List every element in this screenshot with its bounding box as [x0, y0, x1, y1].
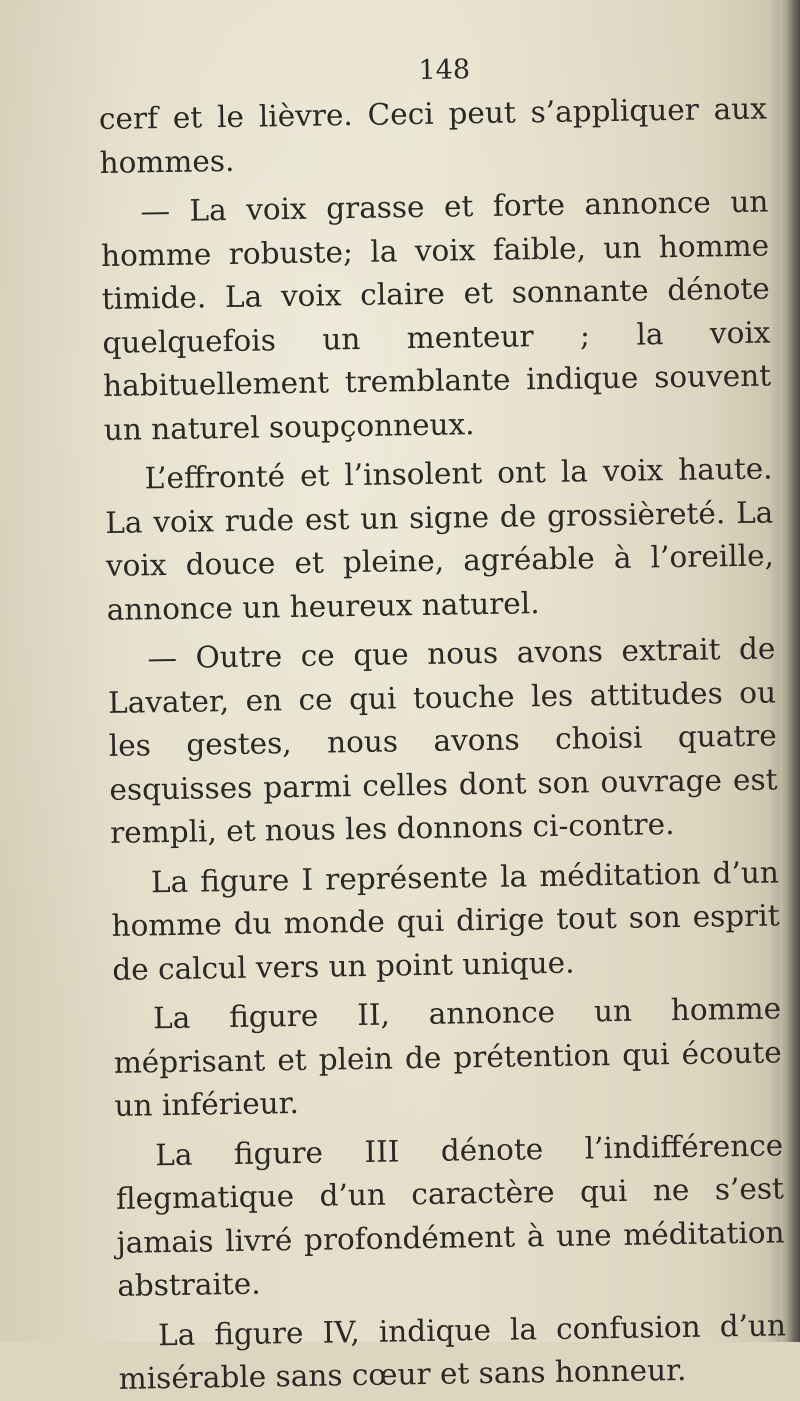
paragraph-1: cerf et le lièvre. Ceci peut s’appliquer aux hommes. [98, 91, 768, 180]
paragraph-4: — Outre ce que nous avons extrait de Lavater, en ce qui touche les attitudes ou les gestes, nous avons choisi quatre esquisses parmi celles dont son ouvrage est rempli, et nous les donnons ci-contre. [107, 631, 778, 850]
page-text-block [98, 48, 787, 1401]
page-number: 148 [418, 54, 471, 86]
paragraph-8: La figure IV, indique la confusion d’un misérable sans cœur et sans honneur. [118, 1307, 787, 1396]
paragraph-2: — La voix grasse et forte annonce un homme robuste; la voix faible, un homme timide. La voix claire et sonnante dénote quelquefois un menteur ; la voix habituellement tremblante indique souvent un naturel soupçonneux. [100, 184, 772, 447]
paragraph-6: La figure II, annonce un homme méprisant et plein de prétention qui écoute un inférieur. [113, 991, 782, 1123]
paragraph-5: La figure I représente la méditation d’un homme du monde qui dirige tout son esprit de calcul vers un point unique. [111, 854, 780, 987]
paragraph-7: La figure III dénote l’indifférence flegmatique d’un caractère qui ne s’est jamais livré profondément à une méditation abstraite. [115, 1127, 785, 1303]
paragraph-3: L’effronté et l’insolent ont la voix haute. La voix rude est un signe de grossièreté. La voix douce et pleine, agréable à l’oreille, annonce un heureux naturel. [105, 451, 775, 627]
